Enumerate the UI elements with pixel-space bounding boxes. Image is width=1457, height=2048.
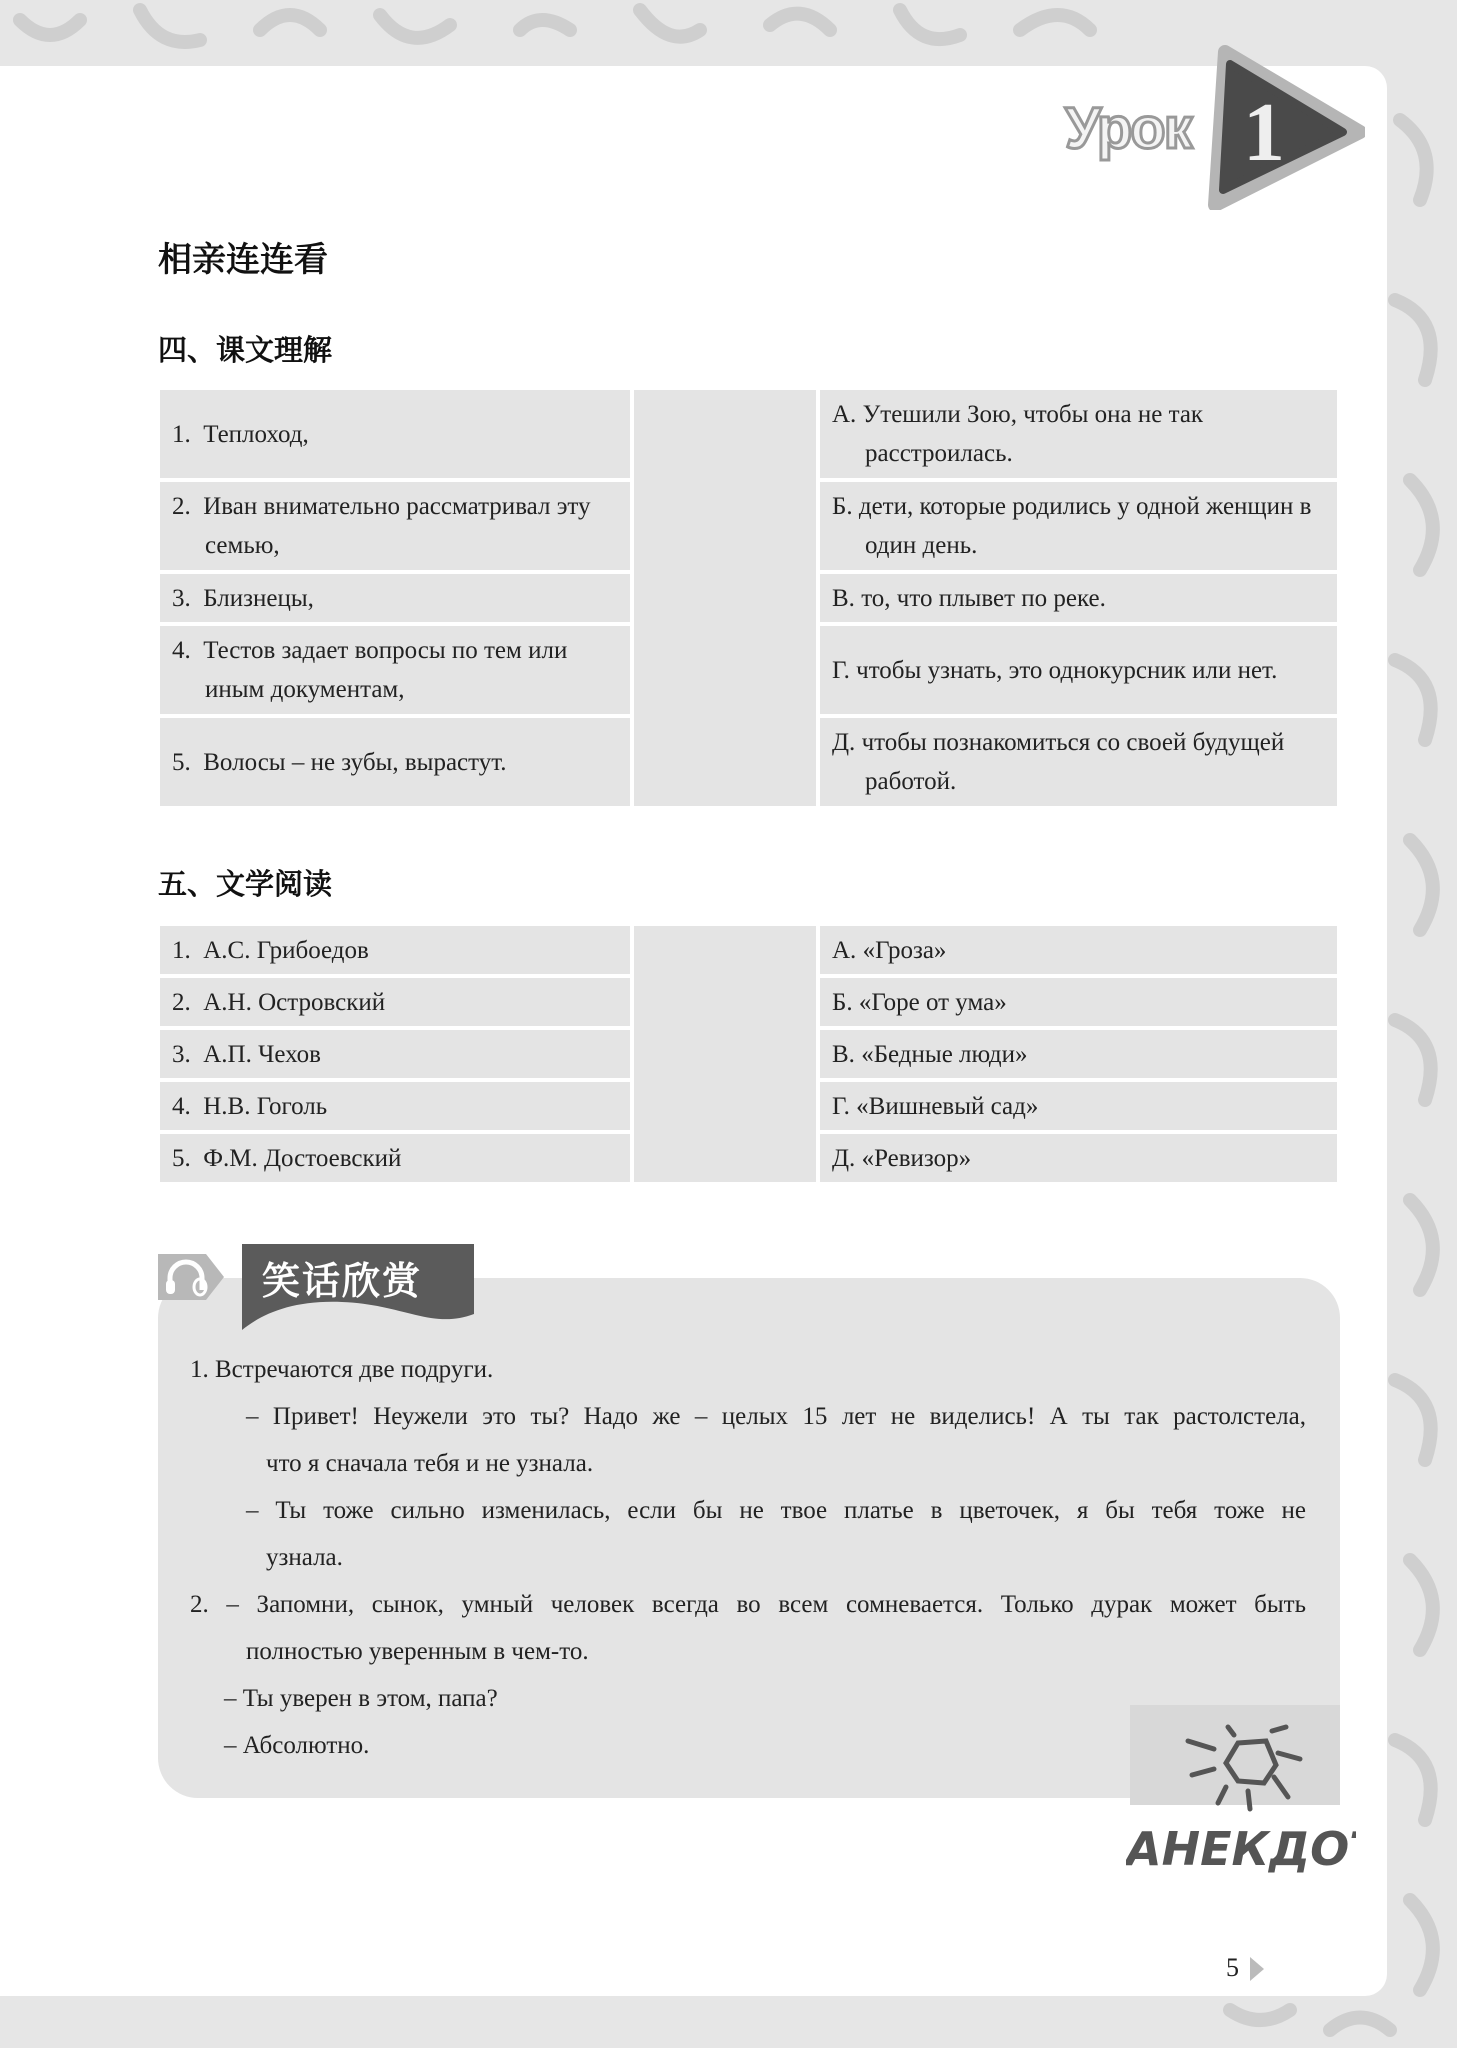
match-left-item: 1. А.С. Грибоедов	[160, 926, 630, 974]
match-right-item: В. «Бедные люди»	[820, 1030, 1337, 1078]
joke-line: 1. Встречаются две подруги.	[190, 1356, 494, 1383]
page-title: 相亲连连看	[158, 240, 328, 280]
sun-icon	[1126, 1705, 1356, 1875]
match-left-item: 5. Волосы – не зубы, вырастут.	[160, 718, 630, 806]
match-right-item: Д. чтобы познакомиться со своей будущей работой.	[820, 718, 1337, 806]
headphones-icon	[158, 1254, 224, 1300]
lesson-number: 1	[1243, 86, 1285, 179]
joke-line: – Привет! Неужели это ты? Надо же – целых 15 лет не виделись! А ты так растолстела,	[246, 1403, 1306, 1430]
joke-line: – Ты тоже сильно изменилась, если бы не твое платье в цветочек, я бы тебя тоже не	[246, 1497, 1306, 1524]
match-right-item: А. «Гроза»	[820, 926, 1337, 974]
match-right-item: Б. дети, которые родились у одной женщин в один день.	[820, 482, 1337, 570]
match-right-item: А. Утешили Зою, чтобы она не так расстроилась.	[820, 390, 1337, 478]
lesson-badge	[1065, 40, 1365, 210]
match-connect-area[interactable]	[634, 926, 816, 1182]
anekdot-illustration	[1126, 1705, 1356, 1875]
match-right-item: Г. чтобы узнать, это однокурсник или нет.	[820, 626, 1337, 714]
next-page-arrow-icon	[1250, 1957, 1264, 1981]
joke-line: что я сначала тебя и не узнала.	[266, 1450, 594, 1477]
match-left-item: 3. А.П. Чехов	[160, 1030, 630, 1078]
match-right-item: Б. «Горе от ума»	[820, 978, 1337, 1026]
joke-line: – Ты уверен в этом, папа?	[224, 1685, 498, 1712]
match-right-item: В. то, что плывет по реке.	[820, 574, 1337, 622]
joke-line: – Абсолютно.	[224, 1732, 370, 1759]
match-left-item: 3. Близнецы,	[160, 574, 630, 622]
page-number: 5	[1226, 1953, 1239, 1982]
section-heading: 五、文学阅读	[158, 867, 333, 901]
match-right-item: Д. «Ревизор»	[820, 1134, 1337, 1182]
match-left-item: 4. Тестов задает вопросы по тем или иным документам,	[160, 626, 630, 714]
anekdot-label: АНЕКДОТ	[1126, 1822, 1356, 1875]
match-left-item: 2. А.Н. Островский	[160, 978, 630, 1026]
lesson-label: Урок	[1065, 96, 1191, 161]
match-left-item: 1. Теплоход,	[160, 390, 630, 478]
joke-line: полностью уверенным в чем-то.	[246, 1638, 589, 1665]
match-left-item: 2. Иван внимательно рассматривал эту семью,	[160, 482, 630, 570]
joke-line: узнала.	[266, 1544, 343, 1571]
match-left-item: 4. Н.В. Гоголь	[160, 1082, 630, 1130]
joke-line: 2. – Запомни, сынок, умный человек всегда во всем сомневается. Только дурак может быть	[190, 1591, 1306, 1618]
jokes-heading: 笑话欣赏	[262, 1259, 423, 1303]
match-left-item: 5. Ф.М. Достоевский	[160, 1134, 630, 1182]
match-connect-area[interactable]	[634, 390, 816, 806]
match-right-item: Г. «Вишневый сад»	[820, 1082, 1337, 1130]
section-heading: 四、课文理解	[158, 333, 333, 367]
